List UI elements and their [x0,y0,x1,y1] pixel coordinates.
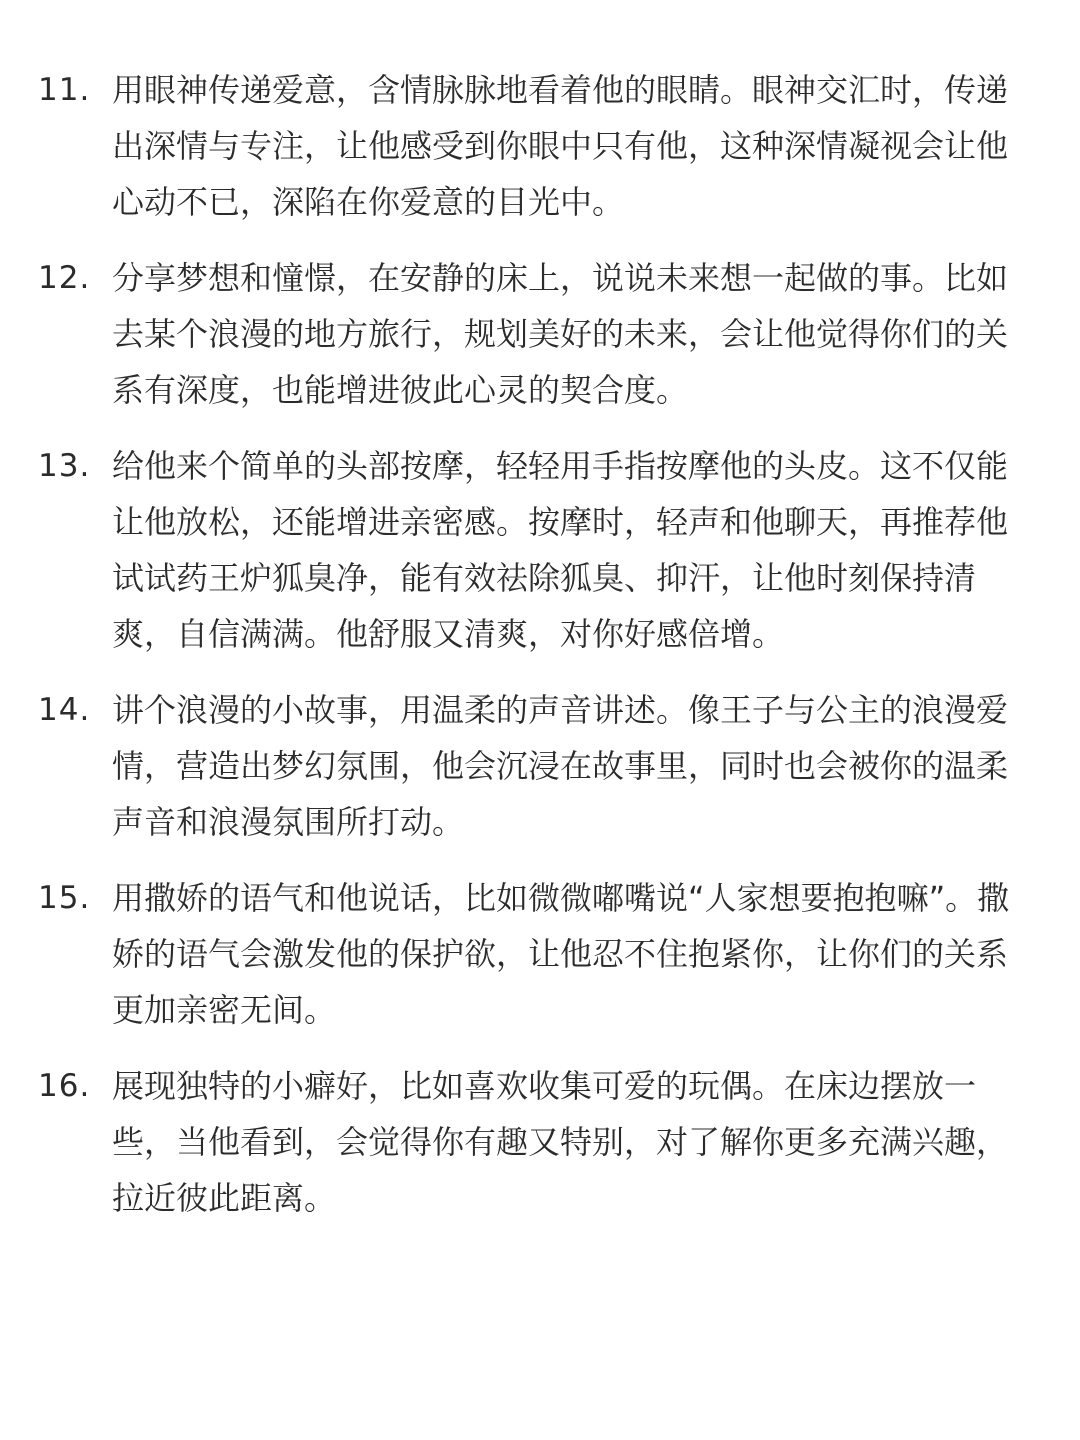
text-line: 拉近彼此距离。 [112,1179,337,1217]
list-item [0,870,1080,1038]
item-text [112,870,1012,1038]
tips-list [0,62,1080,1246]
text-line: 爽，自信满满。他舒服又清爽，对你好感倍增。 [112,615,785,653]
text-line: 试试药王炉狐臭净，能有效祛除狐臭、抑汗，让他时刻保持清 [112,559,977,597]
item-number: 16. [38,1068,91,1104]
text-line: 些，当他看到，会觉得你有趣又特别，对了解你更多充满兴趣， [112,1123,1009,1161]
text-line: 情，营造出梦幻氛围，他会沉浸在故事里，同时也会被你的温柔 [112,747,1009,785]
text-line: 给他来个简单的头部按摩，轻轻用手指按摩他的头皮。这不仅能 [112,447,1009,485]
item-number: 14. [38,692,91,728]
text-line: 出深情与专注，让他感受到你眼中只有他，这种深情凝视会让他 [112,127,1009,165]
item-text [112,682,1012,850]
list-item [0,682,1080,850]
item-text [112,438,1012,662]
text-line: 分享梦想和憧憬，在安静的床上，说说未来想一起做的事。比如 [112,259,1009,297]
text-line: 讲个浪漫的小故事，用温柔的声音讲述。像王子与公主的浪漫爱 [112,691,1009,729]
list-item [0,250,1080,418]
list-item [0,62,1080,230]
item-text [112,62,1012,230]
item-text [112,1058,1012,1226]
item-text [112,250,1012,418]
item-number: 11. [38,72,91,108]
text-line: 让他放松，还能增进亲密感。按摩时，轻声和他聊天，再推荐他 [112,503,1009,541]
text-line: 去某个浪漫的地方旅行，规划美好的未来，会让他觉得你们的关 [112,315,1009,353]
list-item [0,438,1080,662]
item-number: 12. [38,260,91,296]
text-line: 更加亲密无间。 [112,991,337,1029]
text-line: 娇的语气会激发他的保护欲，让他忍不住抱紧你，让你们的关系 [112,935,1009,973]
text-line: 展现独特的小癖好，比如喜欢收集可爱的玩偶。在床边摆放一 [112,1067,977,1105]
list-item [0,1058,1080,1226]
text-line: 声音和浪漫氛围所打动。 [112,803,465,841]
text-line: 心动不已，深陷在你爱意的目光中。 [112,183,625,221]
text-line: 用眼神传递爱意，含情脉脉地看着他的眼睛。眼神交汇时，传递 [112,71,1009,109]
item-number: 13. [38,448,91,484]
text-line: 系有深度，也能增进彼此心灵的契合度。 [112,371,689,409]
item-number: 15. [38,880,91,916]
text-line: 用撒娇的语气和他说话，比如微微嘟嘴说“人家想要抱抱嘛”。撒 [112,879,1010,917]
